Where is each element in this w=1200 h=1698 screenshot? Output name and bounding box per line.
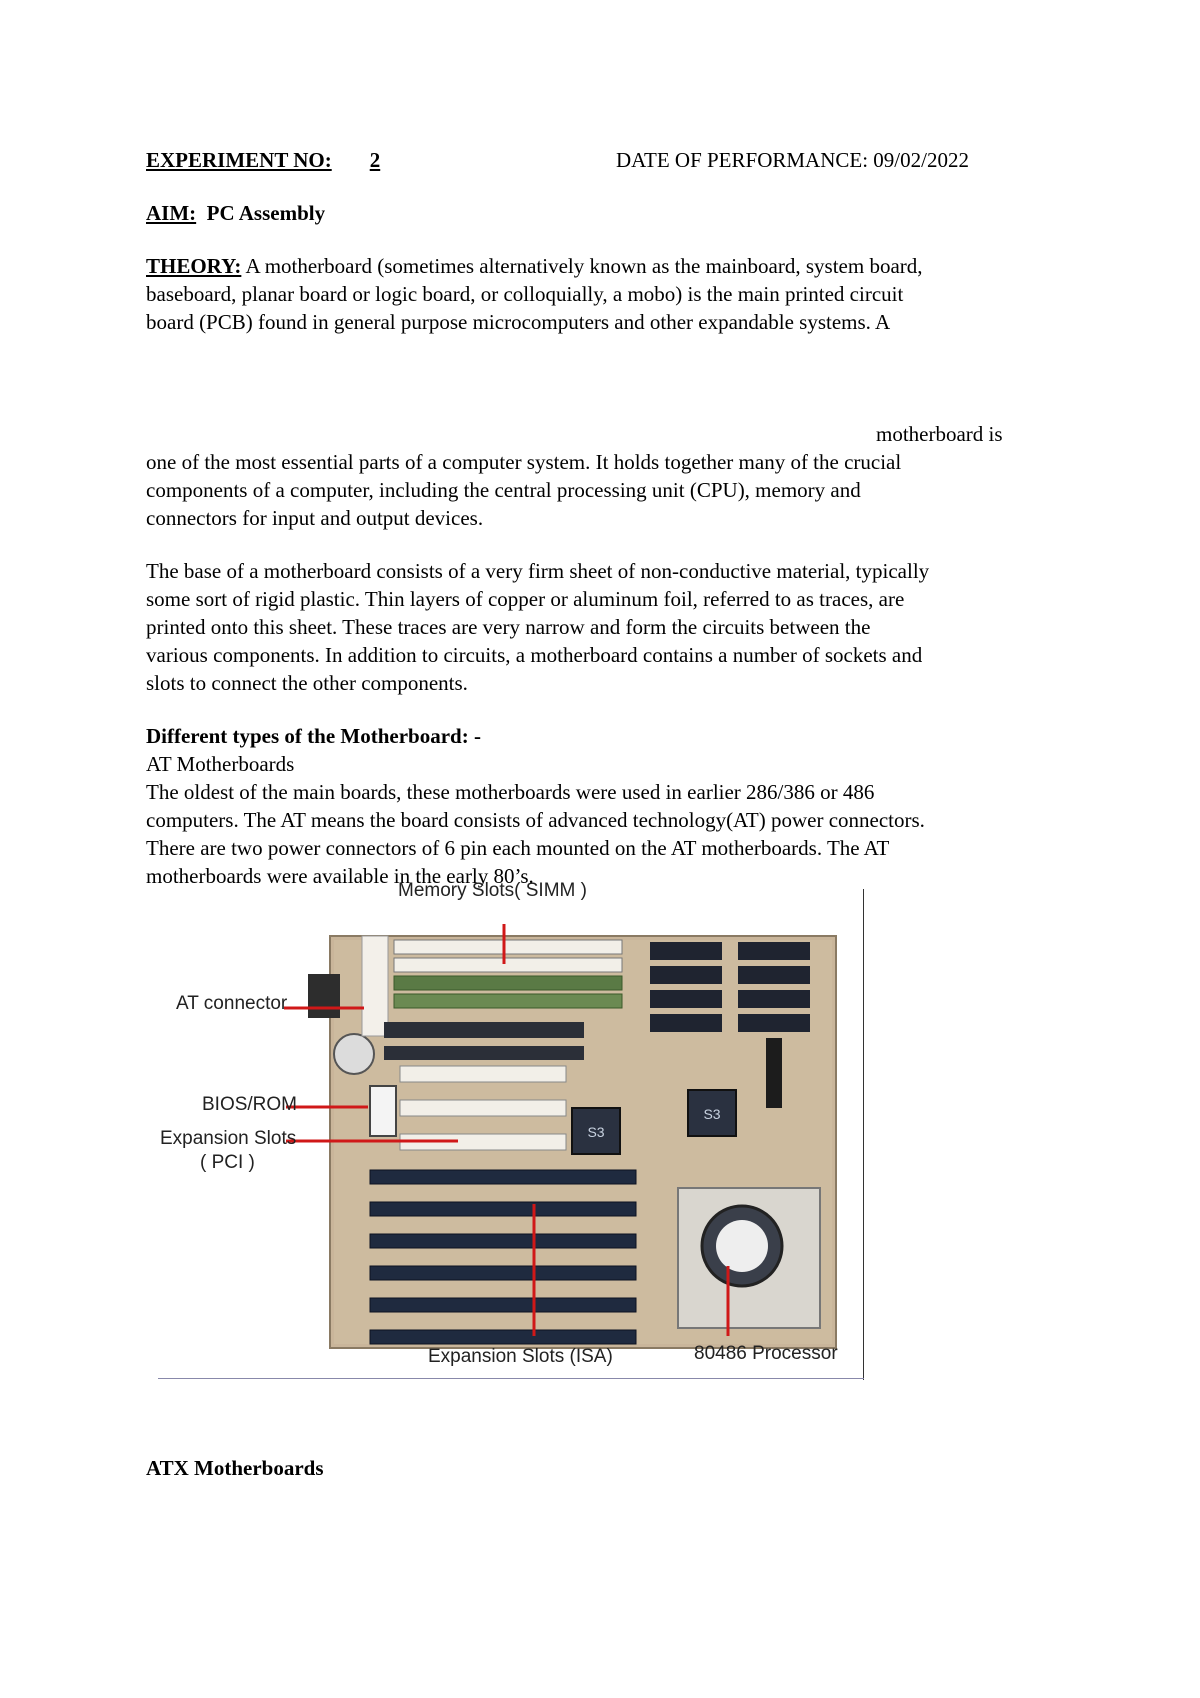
- theory-line-2: baseboard, planar board or logic board, or colloquially, a mobo) is the main printed circuit: [146, 282, 904, 306]
- theory-label: THEORY:: [146, 254, 242, 278]
- isa-slot: [370, 1170, 636, 1184]
- theory-line-4: one of the most essential parts of a computer system. It holds together many of the crucial: [146, 450, 902, 474]
- pci-slot: [400, 1100, 566, 1116]
- aim-line: [146, 199, 325, 227]
- theory-line-1: THEORY: A motherboard (sometimes alternatively known as the mainboard, system board,: [146, 254, 923, 278]
- label-expansion-pci-sub: ( PCI ): [200, 1152, 255, 1173]
- paragraph2-line-4: various components. In addition to circuits, a motherboard contains a number of sockets and: [146, 643, 923, 667]
- isa-slot: [370, 1330, 636, 1344]
- label-processor: 80486 Processor: [694, 1343, 838, 1364]
- experiment-number: 2: [369, 148, 381, 172]
- simm-slot: [394, 940, 622, 954]
- atx-heading: ATX Motherboards: [146, 1456, 324, 1480]
- at-line-1: The oldest of the main boards, these motherboards were used in earlier 286/386 or 486: [146, 780, 875, 804]
- theory-continuation-right: motherboard is: [876, 422, 1003, 446]
- isa-slot: [370, 1266, 636, 1280]
- paragraph2-line-1: The base of a motherboard consists of a very firm sheet of non-conductive material, typically: [146, 559, 930, 583]
- label-at-connector: AT connector: [176, 993, 288, 1014]
- bios-chip: [370, 1086, 396, 1136]
- types-heading: Different types of the Motherboard: -: [146, 724, 481, 748]
- label-expansion-pci: Expansion Slots: [160, 1128, 297, 1149]
- label-memory-slots: Memory Slots( SIMM ): [398, 880, 587, 901]
- theory-line-6: connectors for input and output devices.: [146, 506, 484, 530]
- at-line-2: computers. The AT means the board consists of advanced technology(AT) power connectors.: [146, 808, 925, 832]
- label-expansion-isa: Expansion Slots (ISA): [428, 1346, 613, 1367]
- pci-slot: [400, 1066, 566, 1082]
- at-motherboards-title: AT Motherboards: [146, 752, 295, 776]
- paragraph2-line-2: some sort of rigid plastic. Thin layers of copper or aluminum foil, referred to as traces, are: [146, 587, 905, 611]
- simm-slot: [394, 976, 622, 990]
- theory-line-3: board (PCB) found in general purpose microcomputers and other expandable systems. A: [146, 310, 891, 334]
- aim-text: PC Assembly: [206, 201, 326, 225]
- at-line-3: There are two power connectors of 6 pin each mounted on the AT motherboards. The AT: [146, 836, 890, 860]
- at-line-4: motherboards were available in the early 80’s.: [146, 864, 534, 888]
- label-bios-rom: BIOS/ROM: [202, 1094, 298, 1115]
- paragraph2-line-3: printed onto this sheet. These traces are very narrow and form the circuits between the: [146, 615, 871, 639]
- svg-text:S3: S3: [703, 1106, 721, 1122]
- simm-slot: [394, 958, 622, 972]
- at-connector-block: [308, 974, 340, 1018]
- aim-label: AIM:: [146, 201, 197, 225]
- isa-slot: [370, 1202, 636, 1216]
- theory-line-5: components of a computer, including the central processing unit (CPU), memory and: [146, 478, 861, 502]
- svg-text:S3: S3: [587, 1124, 605, 1140]
- isa-slot: [370, 1298, 636, 1312]
- isa-slot: [370, 1234, 636, 1248]
- battery: [334, 1034, 374, 1074]
- experiment-label: EXPERIMENT NO: 2: [146, 148, 381, 172]
- simm-slot: [394, 994, 622, 1008]
- paragraph2-line-5: slots to connect the other components.: [146, 671, 468, 695]
- date-of-performance: DATE OF PERFORMANCE: 09/02/2022: [616, 148, 969, 172]
